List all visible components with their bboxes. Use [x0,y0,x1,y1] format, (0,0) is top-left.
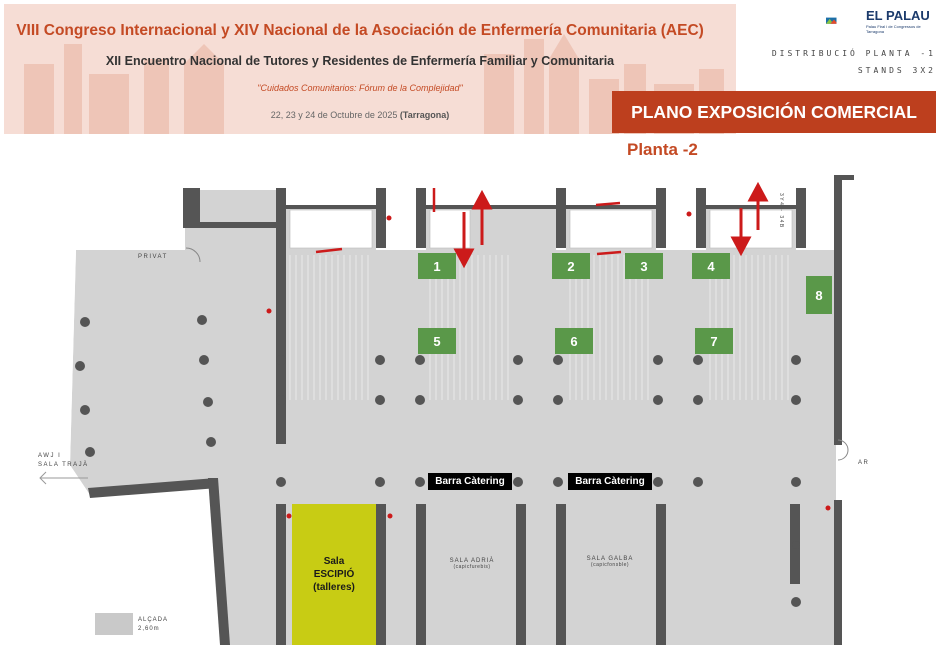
congress-tagline: "Cuidados Comunitarios: Fórum de la Complejidad" [257,83,463,93]
sala-adria-name: SALA ADRIÀ [449,558,495,564]
sala-escipio[interactable] [292,504,376,645]
dates-text: 22, 23 y 24 de Octubre de 2025 [270,110,398,120]
legend-line-1: ALÇADA [138,617,169,623]
sala-galba-label[interactable] [570,556,650,568]
distribution-line-1: DISTRIBUCIÓ PLANTA -1 [771,49,936,58]
city-text: (Tarragona) [399,110,450,120]
stand-4[interactable]: 4 [692,253,730,279]
sala-adria-capacity: (capicfurebis) [453,564,491,570]
sala-galba-name: SALA GALBA [586,556,634,562]
legend-label [138,616,168,634]
congress-title: VIII Congreso Internacional y XIV Nacional de la Asociación de Enfermería Comunitaria (AEC) [16,22,704,39]
distribution-info [760,45,936,79]
el-palau-logo-icon [826,10,860,32]
stand-6[interactable]: 6 [555,328,593,354]
floor-label: Planta -2 [627,140,698,159]
stand-7[interactable]: 7 [695,328,733,354]
stand-code-label: 3Y4 - 34B [778,193,784,229]
sala-adria-label[interactable] [432,558,512,570]
stand-2[interactable]: 2 [552,253,590,279]
awji-label: AWJ I [38,453,62,459]
plan-title: PLANO EXPOSICIÓN COMERCIAL [612,91,936,133]
logo-name: EL PALAU [866,8,930,23]
sala-traja-label: SALA TRAJÀ [38,462,89,468]
catering-bar-1: Barra Càtering [428,473,512,490]
stand-5[interactable]: 5 [418,328,456,354]
privat-label: PRIVAT [138,254,168,260]
sala-escipio-line-1: Sala [323,556,345,567]
legend-line-2: 2,60m [138,626,160,632]
floor-plan-map [0,170,937,651]
ar-label: AR [858,460,870,466]
catering-bar-2: Barra Càtering [568,473,652,490]
sala-galba-capacity: (capicfonsble) [590,562,630,568]
stand-3[interactable]: 3 [625,253,663,279]
stand-8[interactable]: 8 [806,276,832,314]
logo-subtext: Palau Firal i de Congressos de Tarragona [866,24,921,34]
legend-swatch [95,613,133,635]
sala-escipio-line-2: ESCIPIÓ [313,569,355,580]
sala-escipio-line-3: (talleres) [313,582,355,593]
stand-1[interactable]: 1 [418,253,456,279]
congress-subtitle: XII Encuentro Nacional de Tutores y Residentes de Enfermería Familiar y Comunitaria [105,54,615,68]
distribution-line-2: STANDS 3X2 [857,66,936,75]
